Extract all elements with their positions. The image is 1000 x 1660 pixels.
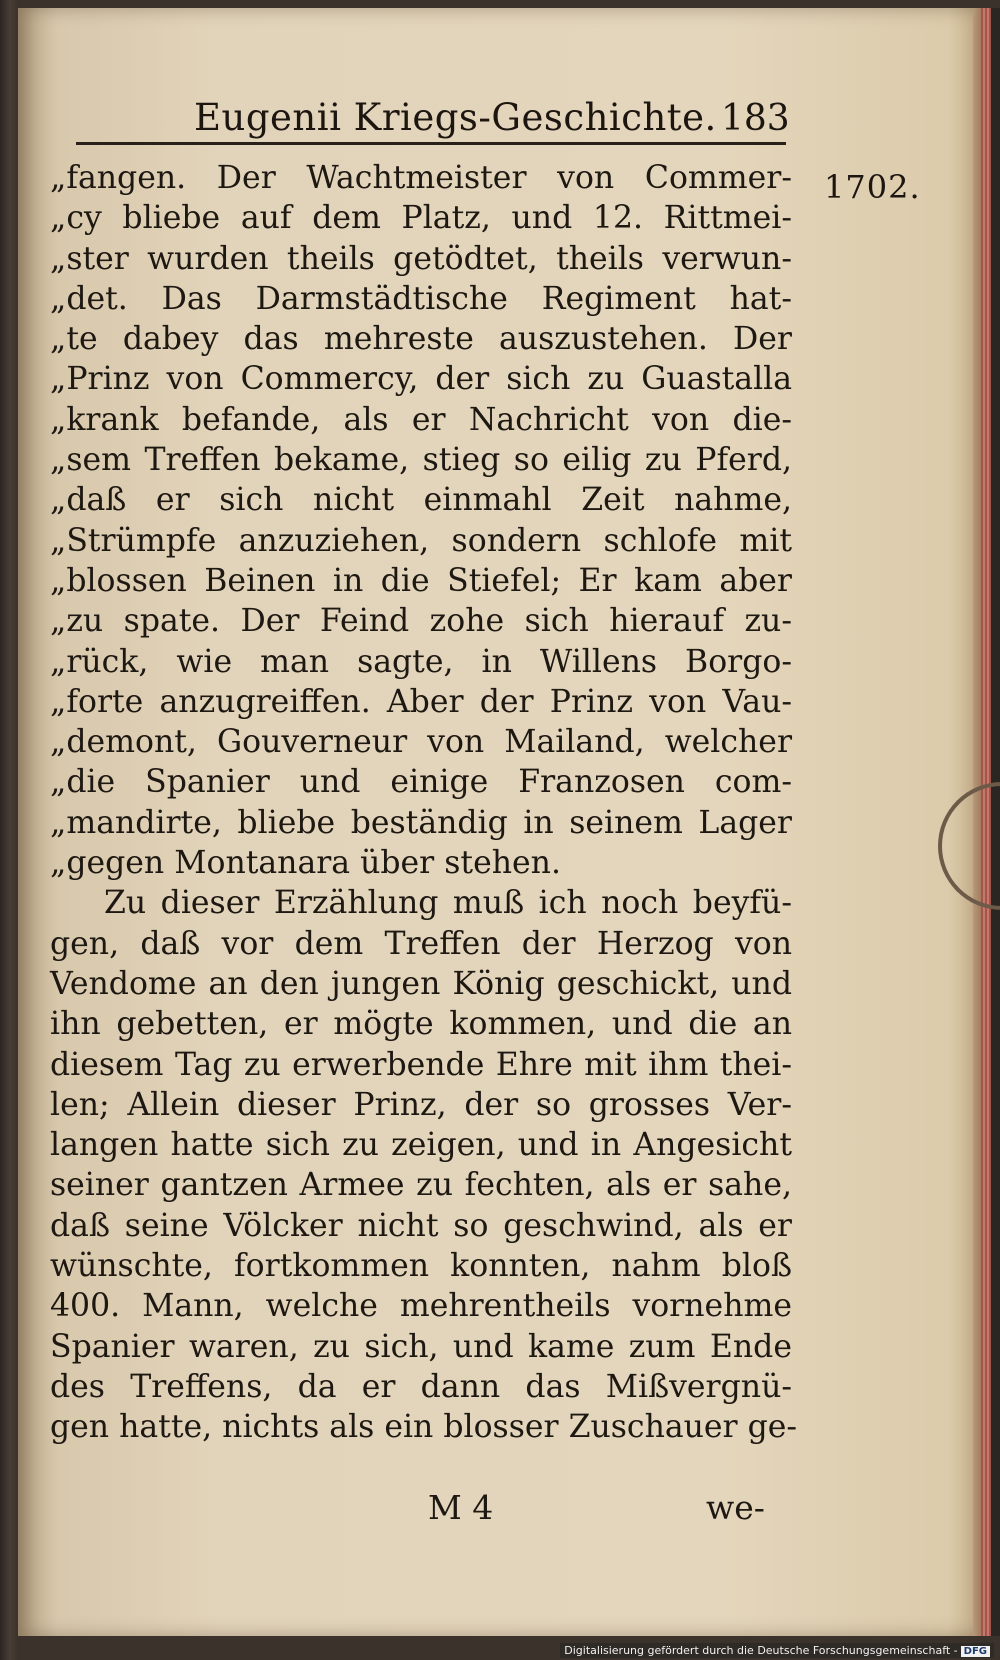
paragraph-first-line: Zu dieser Erzählung muß ich noch beyfü- [104, 885, 792, 922]
signature-mark: M 4 [428, 1488, 494, 1527]
text-line: Vendome an den jungen König geschickt, und [50, 965, 792, 1002]
text-line: len; Allein dieser Prinz, der so grosses Ver- [50, 1086, 792, 1123]
margin-year: 1702. [824, 168, 921, 206]
text-line: „sem Treffen bekame, stieg so eilig zu Pferd, [50, 442, 792, 479]
header-rule [76, 142, 786, 145]
text-line: „rück, wie man sagte, in Willens Borgo- [50, 643, 792, 680]
text-line: „mandirte, bliebe beständig in seinem Lager [50, 804, 792, 841]
text-line: gen, daß vor dem Treffen der Herzog von [50, 925, 792, 962]
text-line: „zu spate. Der Feind zohe sich hierauf zu- [50, 603, 792, 640]
text-line: Spanier waren, zu sich, und kame zum Ende [50, 1328, 792, 1365]
text-line: des Treffens, da er dann das Mißvergnü- [50, 1368, 792, 1405]
text-line: „fangen. Der Wachtmeister von Commer- [50, 160, 792, 196]
text-line: „gegen Montanara über stehen. [50, 845, 561, 882]
text-line: „Prinz von Commercy, der sich zu Guastalla [50, 361, 792, 398]
page-number: 183 [721, 98, 790, 139]
body-text [50, 158, 798, 1448]
text-line: „cy bliebe auf dem Platz, und 12. Rittmei- [50, 200, 792, 237]
text-line: „demont, Gouverneur von Mailand, welcher [50, 724, 792, 761]
credit-text: Digitalisierung gefördert durch die Deutsche Forschungsgemeinschaft - [564, 1644, 958, 1657]
text-line: „ster wurden theils getödtet, theils verwun- [50, 240, 792, 277]
text-line: gen hatte, nichts als ein blosser Zuschauer ge- [50, 1409, 798, 1446]
text-line: „Strümpfe anzuziehen, sondern schlofe mit [50, 522, 792, 559]
text-line: „te dabey das mehreste auszustehen. Der [50, 321, 792, 358]
dfg-logo: DFG [961, 1646, 990, 1657]
text-line: wünschte, fortkommen konnten, nahm bloß [50, 1248, 792, 1285]
book-page [18, 8, 973, 1636]
catchword: we- [706, 1488, 765, 1527]
text-line: ihn gebetten, er mögte kommen, und die an [50, 1006, 792, 1043]
page-footer [18, 1488, 798, 1532]
text-line: „die Spanier und einige Franzosen com- [50, 764, 792, 801]
running-header [76, 90, 790, 142]
text-line: „blossen Beinen in die Stiefel; Er kam aber [50, 562, 792, 599]
text-line: diesem Tag zu erwerbende Ehre mit ihm thei- [50, 1046, 792, 1083]
text-line: „forte anzugreiffen. Aber der Prinz von Vau- [50, 683, 792, 720]
text-line: „daß er sich nicht einmahl Zeit nahme, [50, 482, 792, 519]
text-line: daß seine Völcker nicht so geschwind, als er [50, 1207, 792, 1244]
text-line: „det. Das Darmstädtische Regiment hat- [50, 280, 792, 317]
running-title: Eugenii Kriegs-Geschichte. [194, 96, 717, 139]
text-line: langen hatte sich zu zeigen, und in Angesicht [50, 1127, 792, 1164]
digitization-credit [560, 1643, 994, 1658]
text-line: 400. Mann, welche mehrentheils vornehme [50, 1288, 792, 1325]
text-line: seiner gantzen Armee zu fechten, als er sahe, [50, 1167, 792, 1204]
text-line: „krank befande, als er Nachricht von die- [50, 401, 792, 438]
